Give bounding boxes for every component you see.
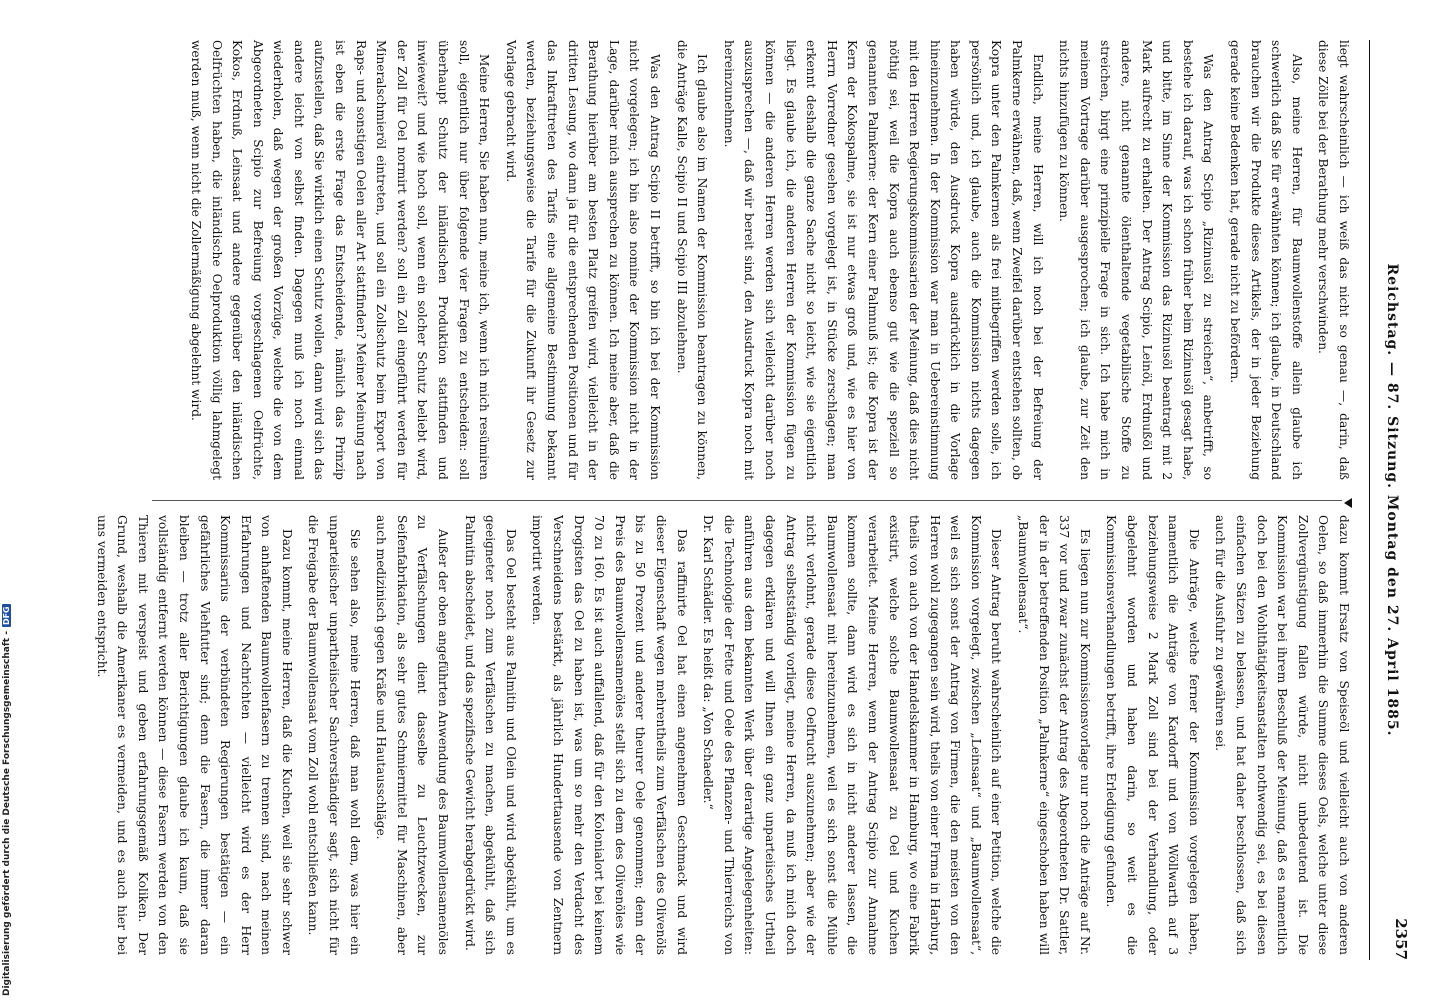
paragraph: Sie sehen also, meine Herren, daß man wohl dem, was hier ein unparteiischer unpartheiischer Sachverständiger sagt, sich nicht für die Freigabe der Baumwollensaat vom Zoll wohl entschließen kann. [306,515,362,955]
paragraph: liegt wahrscheinlich — ich weiß das nicht so genau —, darin, daß diese Zölle bei der Berathung mehr verschwinden. [1316,40,1351,480]
paragraph: Dieser Antrag beruht wahrscheinlich auf einer Petition, welche die Kommission vorgelegt, zwischen „Leinsaat“ und „Baumwollensaat“, weil es sich sonst der Antrag von Firmen, die den meisten von den Herren wohl zugegangen sein wird, theils von einer Firma in Harburg, theils von auch von der Handelskammer in Hamburg, wo eine Fabrik existirt, welche solche Baumwollensaat zu Oel und Kuchen verarbeitet. Meine Herren, wenn der Antrag Scipio zur Annahme kommen sollte, dann wird es sich in nicht anderer lassen, die Baumwollensaat mit hereinzunehmen, weil es sich sonst die Mühle nicht verlohnt, gerade diese Oelfrucht auszunehmen; aber wie der Antrag selbstständig vorliegt, meine Herren, da muß ich mich doch dagegen erklären und will Ihnen ein ganz unparteiisches Urtheil anführen aus dem bekannten Werk über derartige Angelegenheiten: die Technologie der Fette und Oele des Pflanzen- und Thierreichs von Dr. Karl Schädler. Es heißt da: „Von Schaedler.“ [701,515,1004,955]
paragraph: Die Anträge, welche ferner der Kommission vorgelegen haben, namentlich die Anträge von Kardorff und von Wöllwarth auf 3 beziehungsweise 2 Mark Zoll sind bei der Verhandlung, oder abgelehnt worden und haben darin, so weit es die Kommissionsverhandlungen betrifft, ihre Erledigung gefunden. [1104,515,1201,955]
page-header [1358,40,1418,960]
paragraph: Endlich, meine Herren, will ich noch bei der Befreiung der Palmkerne erwähnen, daß, wenn Zweifel darüber entstehen sollten, ob Kopra unter den Palmkernen als frei mitbegriffen werden solle, ich persönlich und, ich glaube, auch die Kommission nichts dagegen haben würde, den Ausdruck Kopra ausdrücklich in die Vorlage hineinzunehmen. In der Kommission war man in Uebereinstimmung mit den Herren Regierungskommissarien der Meinung, daß dies nicht nöthig sei, weil die Kopra auch ebenso gut wie die speziell so genannten Palmkerne: der Kern einer Palmnuß ist; die Kopra ist der Kern der Kokospalme, sie ist nur etwas groß und, wie es hier von Herrn Vorredner gesehen vorgelegt ist, in Stücke zerschlagen; man erkennt deshalb die ganze Sache nicht so leicht, wie sie eigentlich liegt. Es glaube ich, die anderen Herren der Kommission fügen zu können — die anderen Herren werden sich vielleicht darüber noch auszusprechen —, daß wir bereit sind, den Ausdruck Kopra noch mit hereinzunehmen. [721,40,1045,480]
paragraph: Außer der oben angeführten Anwendung des Baumwollensamenöles zu Verfälschungen dient dasselbe zu Leuchtzwecken, zur Seifenfabrikation, als sehr gutes Schmiermittel für Maschinen, aber auch medizinisch gegen Kräße und Hautausschläge. [374,515,451,955]
paragraph: Meine Herren, Sie haben nun, meine ich, wenn ich mich resümiren soll, eigentlich nur über folgende vier Fragen zu entscheiden: soll überhaupt Schutz der inländischen Produktion stattfinden und inwieweit? und wie hoch soll, wenn ein solcher Schutz beliebt wird, der Zoll für Oel normirt werden? soll ein Zoll eingeführt werden für Mineralschmieröl eintreten, und soll ein Zollschutz beim Export von Raps- und sonstigen Oelen aller Art stattfinden? Meiner Meinung nach ist eben die erste Frage das Entscheidende, nämlich das Prinzip aufzustellen, daß Sie wirklich einen Schutz wollen, dann wird sich das andere leicht von selbst finden. Dagegen muß ich noch einmal wiederholen, daß wegen der großen Vorzüge, welche die von dem Abgeordneten Scipio zur Befreiung vorgeschlagenen Oelfrüchte, Kokos, Erdnuß, Leinsaat und andere gegenüber den inländischen Oelfrüchten haben, die inländische Oelproduktion völlig lahmgelegt werden muß, wenn nicht die Zollermäßigung abgelehnt wird. [188,40,492,480]
header-rule [1369,40,1370,960]
credit-text: Digitalisierung gefördert durch die Deutsche Forschungsgemeinschaft - [2,631,12,996]
paragraph: Das Oel besteht aus Palmitin und Olein und wird abgekühlt, um es geeigneter noch zum Verfälschen zu machen, abgekühlt, daß sich Palmitin abscheidet, und das spezifische Gewicht herabgedrückt wird. [462,515,518,955]
paragraph: dazu kommt Ersatz von Speiseöl und vielleicht auch von anderen Oelen, so daß immerhin die Summe dieses Oels, welche unter diese Zollvergünstigung fallen würde, nicht unbedeutend ist. Die Kommission war bei ihrem Beschluß der Meinung, daß es namentlich doch bei den Wohlthätigkeitsanstalten nothwendig sei, es bei diesen einfachen Sätzen zu belassen, und hat daher beschlossen, daß sich auch für die Ausfuhr zu gewähren sei. [1213,515,1351,955]
page-number: 2357 [1392,918,1410,960]
left-column [154,40,1354,480]
paragraph: Was den Antrag Scipio II betrifft, so bin ich bei der Kommission nicht vorgelegen; ich bin also nomine der Kommission nicht in der Lage, darüber mich aussprechen zu können. Ich meine aber, daß die Berathung hierüber am besten Platz greifen wird, vielleicht in der dritten Lesung, wo dann ja für die entsprechenden Positionen und für das Inkrafttreten des Tarifs eine allgemeine Bestimmung bekannt werden, beziehungsweise die Tarife für die Zukunft ihr Gesetz zur Vorlage gebracht wird. [503,40,662,480]
paragraph: Ich glaube also im Namen der Kommission beantragen zu können, die Anträge Kalle, Scipio II und Scipio III abzulehnen. [674,40,710,480]
dfg-logo: DFG [2,606,11,626]
paragraph: Es liegen nun zur Kommissionsvorlage nur noch die Anträge auf Nr. 337 vor und zwar zunächst der Antrag des Abgeordneten Dr. Sattler, der in der betreffenden Position „Palmkerne“ eingeschoben haben will „Baumwollensaat“. [1016,515,1092,955]
column-marker-icon [1344,498,1352,508]
column-divider [152,500,1342,501]
running-title: Reichstag. — 87. Sitzung. Montag den 27. April 1885. [1384,263,1400,737]
digitization-credit [2,604,12,996]
paragraph: Dazu kommt, meine Herren, daß die Kuchen, weil sie sehr schwer von anhaftenden Baumwollenfasern zu trennen sind, nach meinen Erfahrungen und Nachrichten — vielleicht wird es der Herr Kommissarius der verbündeten Regierungen bestätigen — ein gefährliches Viehfutter sind; denn die Fasern, die immer daran bleiben — trotz aller Berichtigungen glaube ich kaum, daß sie vollständig entfernt werden können — diese Fasern werden von den Thieren mit verspeist und geben erfahrungsgemäß Koliken. Der Grund, weshalb die Amerikaner es vermeiden, und es auch hier bei uns vermeiden entspricht. [94,515,294,955]
paragraph: Das raffinirte Oel hat einen angenehmen Geschmack und wird dieser Eigenschaft wegen mehrentheils zum Verfälschen des Olivenöls bis zu 50 Prozent und anderer theurer Oele genommen; denn der Preis des Baumwollensamenöles stellt sich zu dem des Olivenöles wie 70 zu 160. Es ist auch auffallend, daß für den Kolonialort bei keinem Drogisten das Oel zu haben ist, was um so mehr den Verdacht des Verschneidens bestärkt, als jährlich Hunderttausende von Zentnern importirt werden. [530,515,689,955]
right-column [94,515,1354,955]
paragraph: Was den Antrag Scipio „Rizinusöl zu streichen“, anbetrifft, so bestehe ich darauf, was ich schon früher beim Rizinusöl gesagt habe, und bitte, im Sinne der Kommission das Rizinusöl beantragt mit 2 Mark aufrecht zu erhalten. Der Antrag Scipio, Leinöl, Erdnußöl und andere, nicht genannte ölenthaltende vegetabilische Stoffe zu streichen, birgt eine prinzipielle Frage in sich. Ich habe mich in meinem Vortrage darüber ausgesprochen; ich glaube, zur Zeit den nichts hinzufügen zu können. [1057,40,1216,480]
paragraph: Also, meine Herren, für Baumwollenstoffe allein glaube ich schwerlich daß Sie für erwähnten können; ich glaube, in Deutschland brauchen wir die Produkte dieses Artikels, der in jeder Beziehung gerade keine Bedenken hat, gerade nicht zu befördern. [1228,40,1304,480]
